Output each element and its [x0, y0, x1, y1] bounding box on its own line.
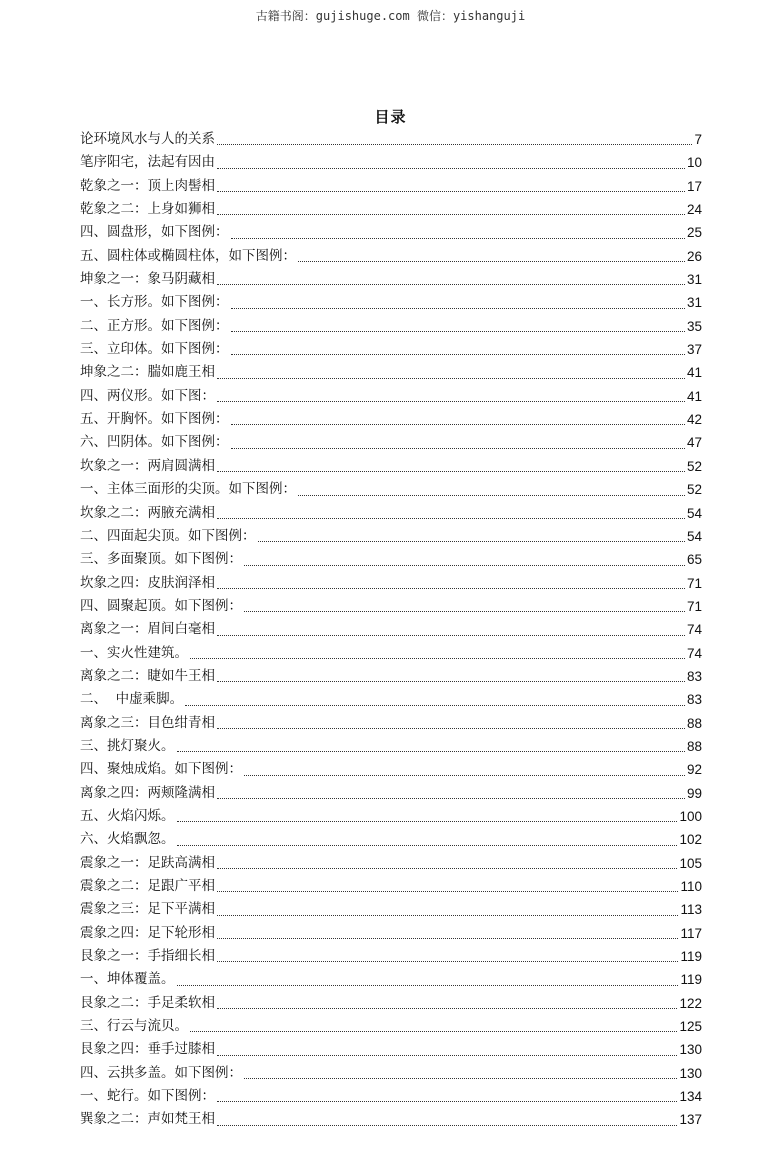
toc-entry-page-number: 100 [679, 808, 702, 824]
toc-entry-page-number: 25 [686, 225, 702, 241]
toc-entry[interactable] [80, 875, 702, 898]
toc-entry-page-number: 92 [686, 762, 702, 778]
toc-entry[interactable] [80, 642, 702, 665]
toc-entry[interactable] [80, 431, 702, 454]
toc-entry-page-number: 42 [686, 412, 702, 428]
toc-entry-label: 二、正方形。如下图例： [80, 317, 229, 334]
toc-entry[interactable] [80, 852, 702, 875]
toc-entry-label: 一、坤体覆盖。 [80, 971, 175, 988]
toc-dot-leader [231, 354, 685, 355]
toc-dot-leader [217, 1008, 677, 1009]
toc-entry-label: 坤象之一：象马阴藏相 [80, 271, 215, 288]
toc-entry-label: 一、主体三面形的尖顶。如下图例： [80, 481, 296, 498]
toc-entry-label: 巽象之二：声如梵王相 [80, 1111, 215, 1128]
toc-entry-page-number: 41 [686, 365, 702, 381]
toc-dot-leader [231, 448, 685, 449]
toc-dot-leader [177, 985, 679, 986]
toc-entry-page-number: 71 [686, 598, 702, 614]
toc-entry-page-number: 83 [686, 692, 702, 708]
toc-entry-label: 离象之三：目色绀青相 [80, 714, 215, 731]
toc-dot-leader [231, 424, 685, 425]
toc-entry-label: 坤象之二：腨如鹿王相 [80, 364, 215, 381]
toc-entry-page-number: 113 [680, 902, 702, 918]
toc-entry-label: 坎象之四：皮肤润泽相 [80, 574, 215, 591]
toc-entry-label: 坎象之二：两腋充满相 [80, 504, 215, 521]
toc-entry-label: 一、实火性建筑。 [80, 644, 188, 661]
toc-entry-label: 乾象之一：顶上肉髻相 [80, 177, 215, 194]
toc-entry-label: 四、圆聚起顶。如下图例： [80, 597, 242, 614]
toc-dot-leader [217, 798, 685, 799]
toc-entry[interactable] [80, 688, 702, 711]
toc-dot-leader [217, 191, 685, 192]
toc-entry-label: 离象之四：两颊隆满相 [80, 784, 215, 801]
toc-entry[interactable] [80, 922, 702, 945]
toc-entry-page-number: 88 [686, 715, 702, 731]
toc-entry-label: 离象之一：眉间白毫相 [80, 621, 215, 638]
toc-entry-page-number: 10 [686, 155, 702, 171]
toc-entry-label: 震象之四：足下轮形相 [80, 924, 215, 941]
toc-entry-label: 震象之三：足下平满相 [80, 901, 215, 918]
toc-entry-label: 震象之二：足跟广平相 [80, 878, 215, 894]
toc-entry[interactable] [80, 595, 702, 618]
toc-dot-leader [217, 518, 685, 519]
toc-dot-leader [217, 401, 685, 402]
toc-entry[interactable] [80, 175, 702, 198]
toc-entry-page-number: 35 [686, 318, 702, 334]
toc-entry-page-number: 26 [686, 248, 702, 264]
toc-dot-leader [217, 891, 678, 892]
toc-dot-leader [217, 214, 685, 215]
toc-dot-leader [217, 284, 685, 285]
toc-entry-label: 一、长方形。如下图例： [80, 294, 229, 311]
toc-entry[interactable] [80, 898, 702, 921]
toc-dot-leader [217, 168, 685, 169]
toc-entry-page-number: 37 [686, 342, 702, 358]
toc-list [80, 128, 702, 1132]
toc-entry-page-number: 117 [680, 925, 702, 941]
toc-entry-page-number: 88 [686, 738, 702, 754]
toc-entry-page-number: 31 [686, 295, 702, 311]
toc-entry-page-number: 54 [686, 505, 702, 521]
toc-entry-page-number: 110 [680, 879, 702, 894]
toc-entry-page-number: 122 [679, 995, 702, 1011]
toc-entry-label: 艮象之四：垂手过膝相 [80, 1041, 215, 1058]
toc-entry-page-number: 52 [686, 482, 702, 498]
toc-entry[interactable] [80, 525, 702, 548]
toc-entry[interactable] [80, 805, 702, 828]
toc-dot-leader [217, 471, 685, 472]
toc-entry[interactable] [80, 782, 702, 805]
toc-entry-label: 艮象之一：手指细长相 [80, 948, 215, 965]
toc-entry-page-number: 102 [679, 832, 702, 848]
toc-dot-leader [217, 961, 678, 962]
toc-dot-leader [217, 728, 685, 729]
toc-dot-leader [244, 775, 685, 776]
toc-dot-leader [217, 938, 678, 939]
toc-entry[interactable] [80, 315, 702, 338]
header-watermark-note: 古籍书阁：gujishuge.com 微信：yishanguji [255, 9, 526, 23]
toc-dot-leader [217, 868, 677, 869]
toc-dot-leader [177, 845, 678, 846]
toc-entry[interactable] [80, 408, 702, 431]
toc-entry-label: 艮象之二：手足柔软相 [80, 994, 215, 1011]
toc-entry-page-number: 65 [686, 552, 702, 568]
toc-entry-page-number: 130 [679, 1065, 702, 1081]
toc-entry-page-number: 83 [686, 668, 702, 684]
toc-entry-label: 二、 中虚乘脚。 [80, 691, 184, 708]
toc-entry[interactable] [80, 572, 702, 595]
toc-entry-page-number: 24 [686, 202, 702, 218]
toc-dot-leader [231, 238, 685, 239]
toc-entry-page-number: 7 [694, 132, 702, 147]
toc-dot-leader [185, 705, 685, 706]
toc-dot-leader [244, 565, 685, 566]
toc-entry[interactable] [80, 712, 702, 735]
toc-entry-page-number: 105 [679, 855, 702, 871]
toc-dot-leader [177, 821, 678, 822]
toc-entry-label: 三、多面聚顶。如下图例： [80, 551, 242, 568]
toc-entry-page-number: 125 [679, 1019, 702, 1035]
toc-dot-leader [217, 588, 685, 589]
toc-entry[interactable] [80, 828, 702, 851]
toc-entry-page-number: 52 [686, 458, 702, 474]
toc-dot-leader [217, 378, 685, 379]
toc-entry-page-number: 99 [686, 785, 702, 801]
toc-dot-leader [177, 751, 685, 752]
toc-entry-page-number: 137 [679, 1112, 702, 1128]
toc-entry[interactable] [80, 992, 702, 1015]
toc-entry-label: 五、开胸怀。如下图例： [80, 411, 229, 428]
toc-entry[interactable] [80, 665, 702, 688]
toc-title: 目录 [374, 108, 407, 126]
toc-dot-leader [217, 144, 692, 145]
toc-entry[interactable] [80, 268, 702, 291]
toc-entry-page-number: 74 [686, 622, 702, 638]
toc-entry-label: 四、圆盘形，如下图例： [80, 224, 229, 241]
toc-dot-leader [217, 681, 685, 682]
toc-entry-label: 震象之一：足趺高满相 [80, 854, 215, 871]
toc-entry[interactable] [80, 291, 702, 314]
toc-entry[interactable] [80, 758, 702, 781]
toc-dot-leader [190, 1031, 677, 1032]
toc-entry-label: 四、聚烛成焰。如下图例： [80, 761, 242, 778]
toc-dot-leader [244, 1078, 677, 1079]
toc-entry[interactable] [80, 968, 702, 991]
toc-dot-leader [217, 1125, 677, 1126]
toc-entry-page-number: 130 [679, 1042, 702, 1058]
toc-dot-leader [244, 611, 685, 612]
toc-entry-page-number: 119 [680, 949, 702, 965]
toc-entry-page-number: 134 [679, 1089, 702, 1105]
toc-entry[interactable] [80, 128, 702, 151]
toc-entry[interactable] [80, 618, 702, 641]
toc-entry-page-number: 31 [686, 272, 702, 288]
toc-entry-page-number: 54 [686, 528, 702, 544]
toc-dot-leader [190, 658, 685, 659]
toc-dot-leader [298, 495, 685, 496]
toc-entry[interactable] [80, 1108, 702, 1131]
toc-entry[interactable] [80, 478, 702, 501]
toc-entry-page-number: 17 [686, 178, 702, 194]
toc-entry-label: 笔序阳宅，法起有因由 [80, 154, 215, 171]
toc-entry-label: 乾象之二：上身如狮相 [80, 201, 215, 218]
toc-dot-leader [217, 1101, 677, 1102]
toc-entry-label: 离象之二：睫如牛王相 [80, 667, 215, 684]
toc-entry[interactable] [80, 198, 702, 221]
toc-dot-leader [217, 915, 678, 916]
toc-entry-page-number: 47 [686, 435, 702, 451]
toc-entry-page-number: 74 [686, 645, 702, 661]
toc-entry-label: 六、火焰飘忽。 [80, 831, 175, 848]
toc-entry-label: 论环境风水与人的关系 [80, 131, 215, 147]
toc-dot-leader [231, 308, 685, 309]
toc-entry[interactable] [80, 455, 702, 478]
toc-entry[interactable] [80, 151, 702, 174]
toc-entry[interactable] [80, 385, 702, 408]
toc-entry-label: 五、圆柱体或椭圆柱体，如下图例： [80, 247, 296, 264]
toc-entry-label: 三、挑灯聚火。 [80, 737, 175, 754]
toc-entry[interactable] [80, 338, 702, 361]
toc-dot-leader [258, 541, 685, 542]
toc-entry[interactable] [80, 245, 702, 268]
toc-entry[interactable] [80, 502, 702, 525]
toc-entry-label: 坎象之一：两肩圆满相 [80, 457, 215, 474]
toc-entry[interactable] [80, 1062, 702, 1085]
toc-entry-label: 四、云拱多盖。如下图例： [80, 1064, 242, 1081]
toc-entry[interactable] [80, 735, 702, 758]
toc-entry-page-number: 41 [686, 388, 702, 404]
toc-entry[interactable] [80, 1085, 702, 1108]
toc-entry[interactable] [80, 1015, 702, 1038]
toc-entry[interactable] [80, 361, 702, 384]
toc-dot-leader [298, 261, 685, 262]
toc-dot-leader [217, 1055, 677, 1056]
toc-entry-label: 二、四面起尖顶。如下图例： [80, 527, 256, 544]
toc-entry-label: 三、立印体。如下图例： [80, 341, 229, 358]
toc-entry-label: 一、蛇行。如下图例： [80, 1088, 215, 1105]
toc-entry-label: 五、火焰闪烁。 [80, 807, 175, 824]
toc-entry[interactable] [80, 548, 702, 571]
toc-entry[interactable] [80, 1038, 702, 1061]
toc-entry-label: 四、两仪形。如下图： [80, 387, 215, 404]
toc-entry-label: 六、凹阴体。如下图例： [80, 434, 229, 451]
toc-entry-page-number: 71 [686, 575, 702, 591]
toc-entry[interactable] [80, 945, 702, 968]
toc-entry-page-number: 119 [680, 972, 702, 988]
toc-dot-leader [231, 331, 685, 332]
toc-dot-leader [217, 635, 685, 636]
toc-entry-label: 三、行云与流贝。 [80, 1018, 188, 1035]
toc-entry[interactable] [80, 221, 702, 244]
